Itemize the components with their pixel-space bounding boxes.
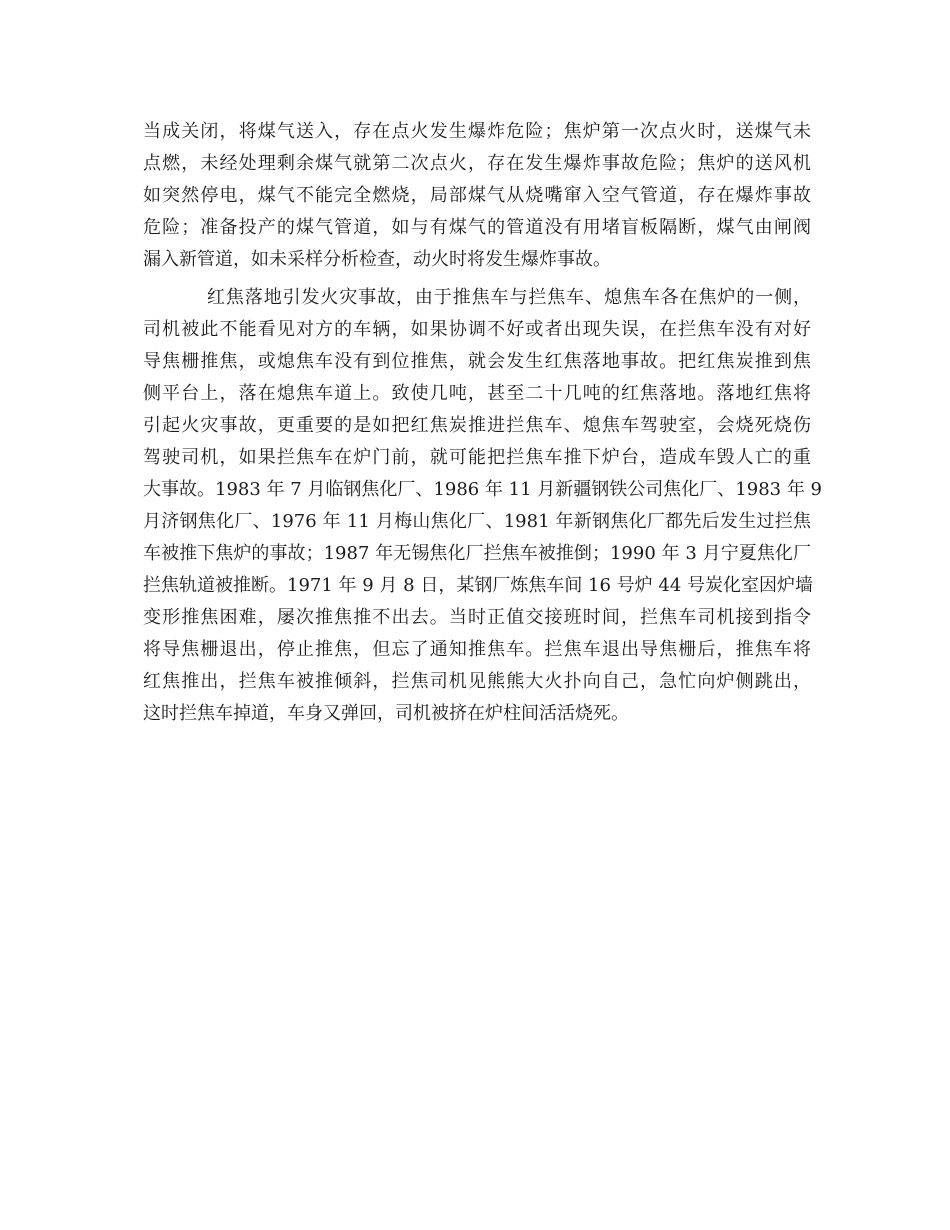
paragraph-line: 危险；准备投产的煤气管道，如与有煤气的管道没有用堵盲板隔断，煤气由闸阀 [143, 217, 811, 238]
paragraph-line: 如突然停电，煤气不能完全燃烧，局部煤气从烧嘴窜入空气管道，存在爆炸事故 [143, 185, 811, 206]
paragraph-line: 侧平台上，落在熄焦车道上。致使几吨，甚至二十几吨的红焦落地。落地红焦将 [143, 383, 811, 404]
paragraph-line: 点燃，未经处理剩余煤气就第二次点火，存在发生爆炸事故危险；焦炉的送风机 [143, 153, 811, 174]
paragraph-2 [143, 282, 823, 730]
paragraph-line: 驾驶司机，如果拦焦车在炉门前，就可能把拦焦车推下炉台，造成车毁人亡的重 [143, 447, 811, 468]
paragraph-line: 变形推焦困难，屡次推焦推不出去。当时正值交接班时间，拦焦车司机接到指令 [143, 607, 811, 628]
paragraph-1 [143, 116, 811, 276]
paragraph-line: 漏入新管道，如未采样分析检查，动火时将发生爆炸事故。 [143, 249, 611, 270]
paragraph-line: 将导焦栅退出，停止推焦，但忘了通知推焦车。拦焦车退出导焦栅后，推焦车将 [143, 639, 811, 660]
paragraph-line: 拦焦轨道被推断。1971 年 9 月 8 日，某钢厂炼焦车间 16 号炉 44 号炭化室因炉墙 [143, 575, 814, 596]
paragraph-line: 司机被此不能看见对方的车辆，如果协调不好或者出现失误，在拦焦车没有对好 [143, 319, 811, 340]
paragraph-line: 导焦栅推焦，或熄焦车没有到位推焦，就会发生红焦落地事故。把红焦炭推到焦 [143, 351, 811, 372]
paragraph-line: 这时拦焦车掉道，车身又弹回，司机被挤在炉柱间活活烧死。 [143, 703, 629, 724]
paragraph-line: 车被推下焦炉的事故；1987 年无锡焦化厂拦焦车被推倒；1990 年 3 月宁夏焦化厂 [143, 543, 811, 564]
paragraph-line: 引起火灾事故，更重要的是如把红焦炭推进拦焦车、熄焦车驾驶室，会烧死烧伤 [143, 415, 811, 436]
paragraph-line: 红焦推出，拦焦车被推倾斜，拦焦司机见熊熊大火扑向自己，急忙向炉侧跳出， [143, 671, 811, 692]
paragraph-line: 当成关闭，将煤气送入，存在点火发生爆炸危险；焦炉第一次点火时，送煤气未 [143, 121, 811, 142]
paragraph-line: 大事故。1983 年 7 月临钢焦化厂、1986 年 11 月新疆钢铁公司焦化厂、1983 年 9 [143, 479, 823, 500]
paragraph-line: 月济钢焦化厂、1976 年 11 月梅山焦化厂、1981 年新钢焦化厂都先后发生过拦焦 [143, 511, 811, 532]
document-body [143, 116, 823, 730]
paragraph-line: 红焦落地引发火灾事故，由于推焦车与拦焦车、熄焦车各在焦炉的一侧， [207, 287, 811, 308]
